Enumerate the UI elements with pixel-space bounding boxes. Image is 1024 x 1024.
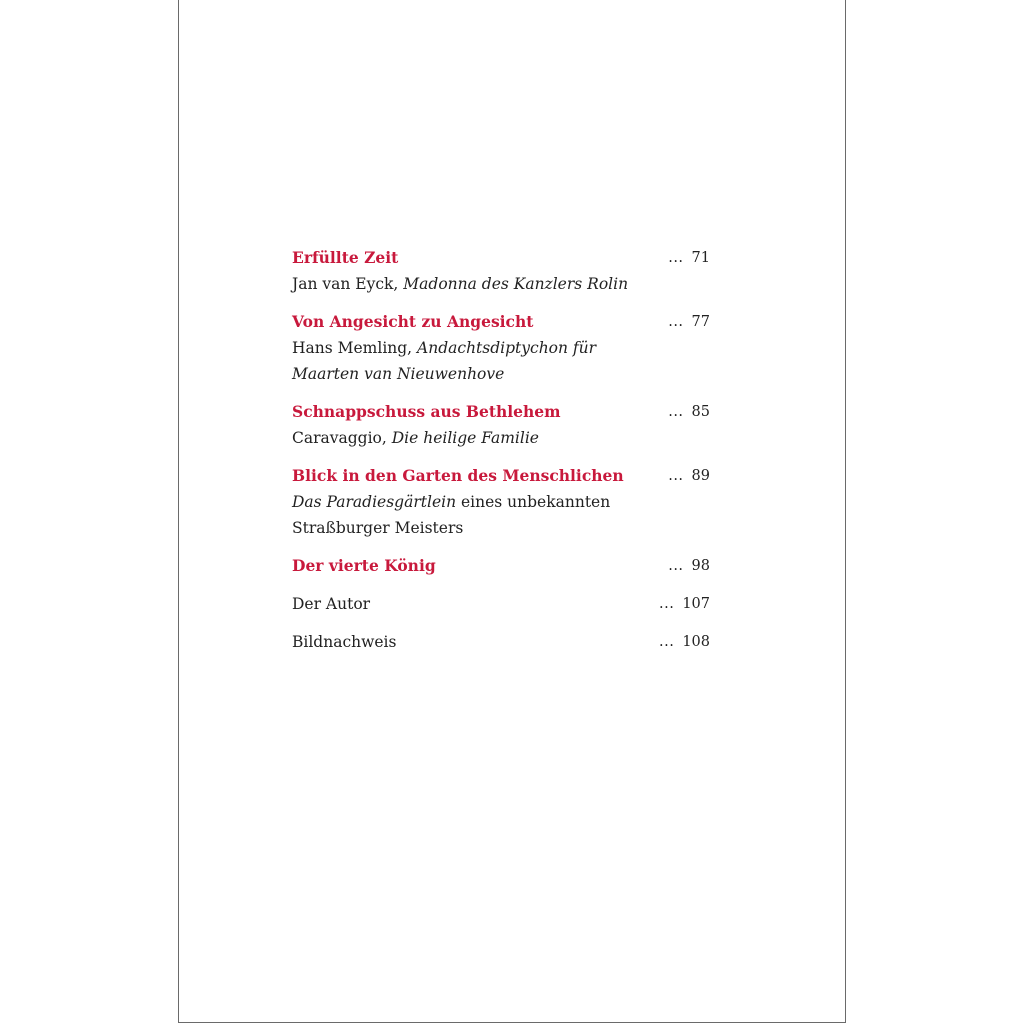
artwork-title: Maarten van Nieuwenhove	[292, 365, 505, 383]
leader-dots: ...	[668, 404, 684, 420]
artist-name: Jan van Eyck,	[292, 275, 404, 293]
toc-entry[interactable]	[292, 399, 710, 451]
leader-dots: ...	[668, 468, 684, 484]
page-number: 107	[682, 596, 710, 612]
toc-entry[interactable]	[292, 245, 710, 297]
toc-entry-subtitle	[292, 425, 710, 451]
page-number: 98	[691, 558, 710, 574]
page-number: 71	[691, 250, 710, 266]
artist-description: eines unbekannten	[456, 493, 611, 511]
toc-page-ref	[668, 245, 710, 271]
page-number: 89	[691, 468, 710, 484]
artwork-title: Andachtsdiptychon für	[417, 339, 597, 357]
table-of-contents	[292, 245, 710, 655]
toc-entry-subtitle	[292, 271, 710, 297]
toc-back-matter-entry[interactable]	[292, 629, 710, 655]
leader-dots: ...	[668, 558, 684, 574]
artist-description: Straßburger Meisters	[292, 519, 464, 537]
toc-entry-subtitle-continued	[292, 515, 710, 541]
artist-name: Hans Memling,	[292, 339, 418, 357]
toc-entry[interactable]	[292, 463, 710, 541]
toc-entry-subtitle-continued	[292, 361, 710, 387]
toc-entry[interactable]	[292, 553, 710, 579]
toc-entry-title: Erfüllte Zeit	[292, 248, 399, 267]
leader-dots: ...	[658, 596, 675, 612]
toc-entry[interactable]	[292, 309, 710, 387]
toc-entry-title: Von Angesicht zu Angesicht	[292, 312, 534, 331]
artwork-title: Die heilige Familie	[391, 429, 539, 447]
toc-entry-title: Bildnachweis	[292, 633, 397, 651]
toc-page-ref	[668, 399, 710, 425]
leader-dots: ...	[658, 634, 675, 650]
toc-entry-title: Der Autor	[292, 595, 371, 613]
toc-page-ref	[659, 629, 710, 655]
toc-back-matter-entry[interactable]	[292, 591, 710, 617]
toc-entry-title: Der vierte König	[292, 556, 436, 575]
artwork-title: Madonna des Kanzlers Rolin	[403, 275, 629, 293]
toc-entry-subtitle	[292, 489, 710, 515]
leader-dots: ...	[668, 314, 684, 330]
toc-page-ref	[668, 553, 710, 579]
page-number: 85	[691, 404, 710, 420]
toc-entry-title: Blick in den Garten des Menschlichen	[292, 466, 624, 485]
page-number: 77	[691, 314, 710, 330]
page-number: 108	[682, 634, 710, 650]
artist-name: Caravaggio,	[292, 429, 392, 447]
toc-entry-title: Schnappschuss aus Bethlehem	[292, 402, 561, 421]
toc-page-ref	[668, 309, 710, 335]
toc-page-ref	[668, 463, 710, 489]
artwork-title: Das Paradiesgärtlein	[292, 493, 457, 511]
leader-dots: ...	[668, 250, 684, 266]
toc-entry-subtitle	[292, 335, 710, 361]
toc-page-ref	[659, 591, 710, 617]
